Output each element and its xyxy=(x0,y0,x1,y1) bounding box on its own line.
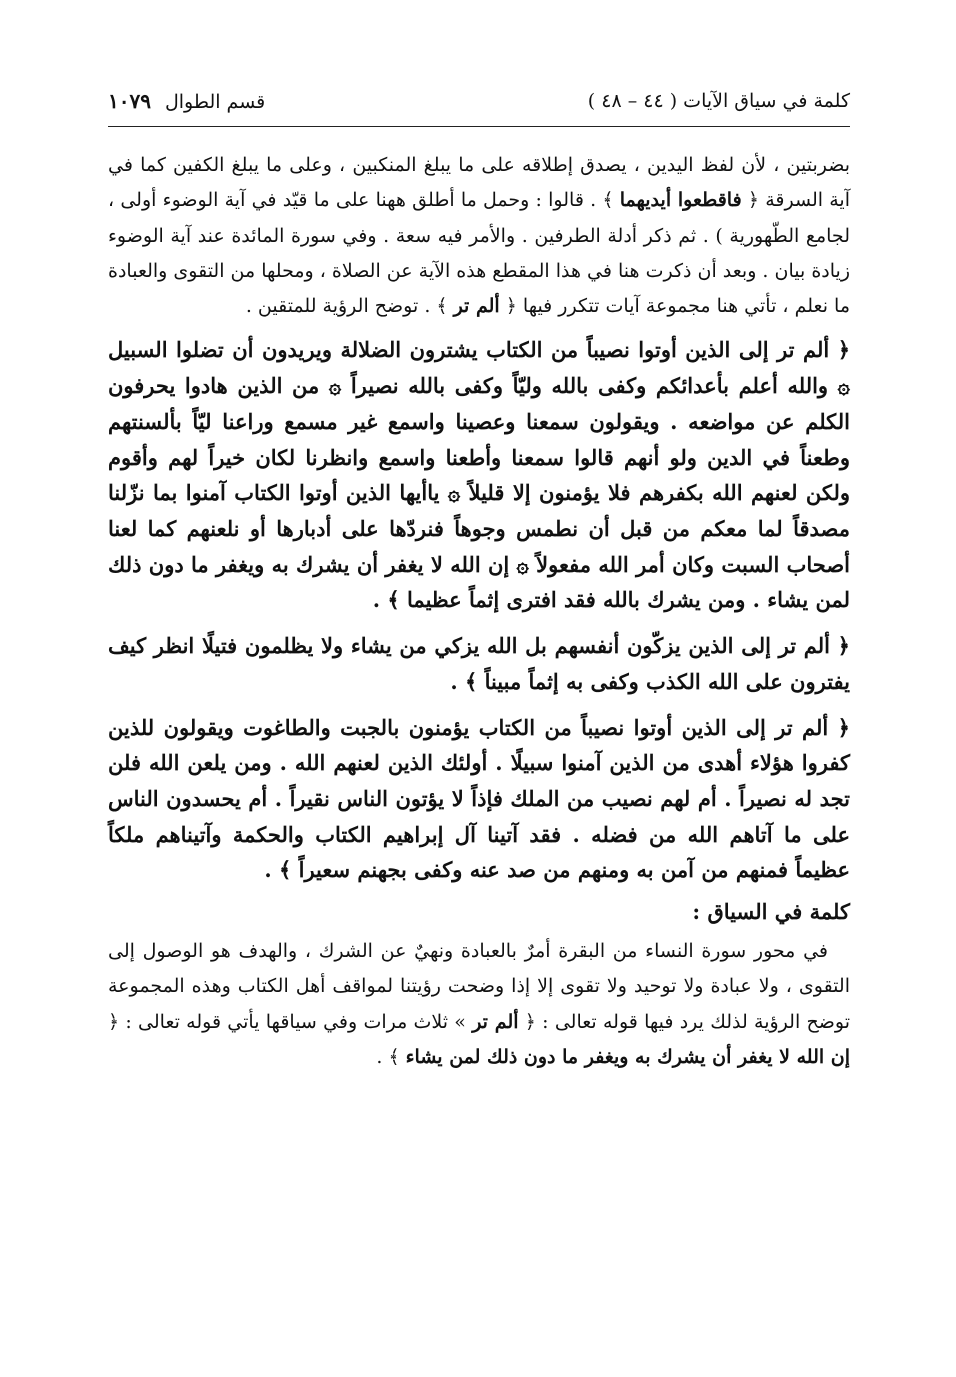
document-page xyxy=(108,0,850,1377)
section-text-1: في محور سورة النساء من البقرة أمرٌ بالعبادة ونهيٌ عن الشرك ، والهدف هو الوصول إلى التقوى ، ولا عبادة ولا توحيد ولا تقوى إلا إذا وضحت رؤيتنا لمواقف أهل الكتاب وهذه المجموعة توضح الرؤية لذلك يرد فيها قوله تعالى : ﴿ xyxy=(108,940,850,1033)
section-quote-1: ألم تر xyxy=(472,1010,519,1033)
intro-quote-2: ألم تر xyxy=(453,295,500,318)
intro-text-3: ﴾ . توضح الرؤية للمتقين . xyxy=(245,295,454,318)
section-heading: كلمة في السياق : xyxy=(692,899,850,925)
running-header xyxy=(108,84,850,118)
section-text-2: » ثلاث مرات وفي سياقها يأتي قوله تعالى : ﴿ xyxy=(108,1010,473,1033)
verse-block-1: ﴿ ألم تر إلى الذين أوتوا نصيباً من الكتاب يشترون الضلالة ويريدون أن تضلوا السبيل ۞ والله أعلم بأعدائكم وكفى بالله وليّاً وكفى بالله نصيراً ۞ من الذين هادوا يحرفون الكلم عن مواضعه . ويقولون سمعنا وعصينا واسمع غير مسمع وراعنا ليّاً بألسنتهم وطعناً في الدين ولو أنهم قالوا سمعنا وأطعنا واسمع وانظرنا لكان خيراً لهم وأقوم ولكن لعنهم الله بكفرهم فلا يؤمنون إلا قليلاً ۞ ياأيها الذين أوتوا الكتاب آمنوا بما نزّلنا مصدقاً لما معكم من قبل أن نطمس وجوهاً فنردّها على أدبارها أو نلعنهم كما لعنا أصحاب السبت وكان أمر الله مفعولاً ۞ إن الله لا يغفر أن يشرك به ويغفر ما دون ذلك لمن يشاء . ومن يشرك بالله فقد افترى إثماً عظيما ﴾ . xyxy=(108,337,850,613)
intro-paragraph xyxy=(108,148,850,324)
page-number: ١٠٧٩ xyxy=(108,89,151,113)
section-name: قسم الطوال xyxy=(164,91,266,113)
intro-quote-1: فاقطعوا أيديهما xyxy=(619,189,742,212)
intro-text-1: بضربتين ، لأن لفظ اليدين ، يصدق إطلاقه على ما يبلغ المنكبين ، وعلى ما يبلغ الكفين كما في آية السرقة ﴿ xyxy=(108,154,850,212)
verse-block-3: ﴿ ألم تر إلى الذين أوتوا نصيباً من الكتاب يؤمنون بالجبت والطاغوت ويقولون للذين كفروا هؤلاء أهدى من الذين آمنوا سبيلًا . أولئك الذين لعنهم الله . ومن يلعن الله فلن تجد له نصيراً . أم لهم نصيب من الملك فإذاً لا يؤتون الناس نقيراً . أم يحسدون الناس على ما آتاهم الله من فضله . فقد آتينا آل إبراهيم الكتاب والحكمة وآتيناهم ملكاً عظيماً فمنهم من آمن به ومنهم من صد عنه وكفى بجهنم سعيراً ﴾ . xyxy=(108,714,850,883)
section-quote-2: إن الله لا يغفر أن يشرك به ويغفر ما دون ذلك لمن يشاء xyxy=(405,1045,850,1068)
section-text-3: ﴾ . xyxy=(376,1045,406,1068)
header-divider xyxy=(108,126,850,127)
header-section-info xyxy=(108,89,265,113)
body-text xyxy=(108,148,850,1075)
verse-block-2: ﴿ ألم تر إلى الذين يزكّون أنفسهم بل الله يزكي من يشاء ولا يظلمون فتيلًا انظر كيف يفترون على الله الكذب وكفى به إثماً مبيناً ﴾ . xyxy=(108,633,850,694)
intro-text-2: ﴾ . قالوا : وحمل ما أطلق ههنا على ما قيّد في آية الوضوء أولى ، لجامع الطّهورية ) . ثم ذكر أدلة الطرفين . والأمر فيه سعة . وفي سورة المائدة عند آية الوضوء زيادة بيان . وبعد أن ذكرت هنا في هذا المقطع هذه الآية عن الصلاة ، ومحلها من التقوى والعبادة ما نعلم ، تأتي هنا مجموعة آيات تتكرر فيها ﴿ xyxy=(108,189,850,318)
section-paragraph xyxy=(108,934,850,1075)
chapter-title: كلمة في سياق الآيات ( ٤٤ – ٤٨ ) xyxy=(587,90,850,112)
